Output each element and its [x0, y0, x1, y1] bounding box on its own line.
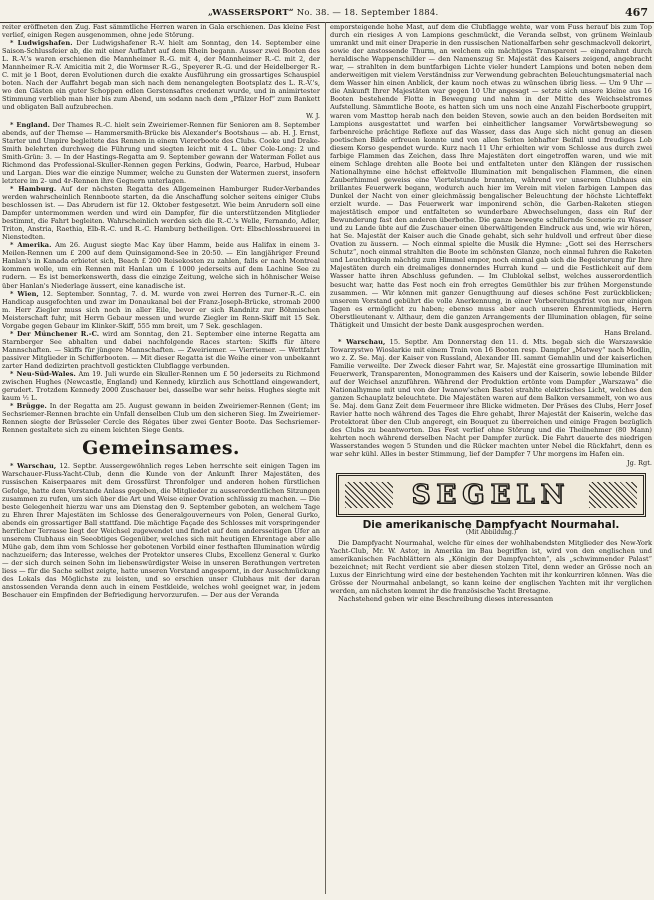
report-wien [2, 290, 320, 330]
header-masthead [208, 8, 438, 18]
article-subtitle: (Mit Abbildung.) [465, 528, 517, 536]
report-text: Der Thames R.-C. hielt sein Zweiriemer-Rennen für Senioren am 8. September abends, auf der Themse — Hammersmith-Brücke bis Alexander's Bootshaus — ab. H. J. Ernst, Starter und Umpire begleitete das Rennen in einem Viererboote des Clubs. Cooke und Drake-Smith belehrten durchweg die Führung und siegten leicht mit 4 L. über Cole-Long: 2 und Smith-Grün: 3. — In der Hastings-Regatta am 9. September gewann der Waterman Follet aus Richmond das Professional-Skuller-Rennen gegen Perkins, Godwin, Pearce, Harbud, Hubear und Largan. Dies war die einzige Nummer, welche zu Gunsten der Watermen zuerst, insofern letztere im 2- und 4r-Rennen ihre Gegnern unterlagen. [2, 120, 320, 185]
report-place: * England. [10, 120, 51, 129]
report-text: Auf der nächsten Regatta des Allgemeinen Hamburger Ruder-Verbandes werden wahrscheinlich Rennboote starten, da die Anschaffung solcher seitens einiger Clubs beschlossen ist. — Das Abrudern ist für 12. Oktober festgesetzt. Wie beim Anrudern soll eine Dampfer untermommen werden und wird ein Dampfer, für die unterstützenden Mitglieder bestimmt, die Fahrt begleiten. Wahrscheinlich werden sich die R.-C.'s Welle, Fernando, Adler, Triton, Anstria, Raethia, Elb-R.-C. und R.-C. Hamburg betheiligen. Ort: Elbschlossbrauerei in Nienstedten. [2, 184, 320, 242]
section-heading: Gemeinsames. [82, 437, 240, 460]
article-warschau [2, 462, 320, 599]
report-text: Der Ludwigshafener R.-V. hielt am Sonntag, den 14. September eine Saison-Schlussfeier ab, die mit einer Auffahrt auf dem Rhein begann. Ausser zwei Booten des L. R.-V.'s waren erschienen die Mannheimer R.-G. mit 4, der Mannheimer R.-C. mit 2, der Mannheimer R.-V. Amicitia mit 2, die Wormser R.-G., Speyerer R.-G. und der Heidelberger R.-C. mit je 1 Boot, deren Evolutionen durch die exakte Ausführung ein grossartiges Schauspiel boten. Nach der Auffahrt begab man sich nach dem nenangelegten Bootsplatz des L. R.-V.'s, wo den Gästen ein guter Schoppen edlen Gerstensaftes credenzt wurde, und in animirtester Stimmung verblieb man hier bis zum Abend, um sodann nach dem „Pfälzer Hof“ zum Bankett und obligaten Ball aufzubrechen. [2, 39, 320, 112]
article-body: Die Dampfyacht Nourmahal, welche für eines der wohlhabendsten Mitglieder des New-York Yacht-Club, Mr. W. Astor, in Amerika im Bau begriffen ist, wird von den englischen und amerikanischen Fachblättern als „Königin der Dampfyachten“, als „schwimmender Palast“ bezeichnet; mit Recht verdient sie aber diesen stolzen Titel, denn weder an Grösse noch an Luxus der Einrichtung wird eine der bestehenden Yachten mit ihr konkurriren können. Was die Grösse der Nourmahal anbelangt, so kann keine der englischen Yachten mit ihr verglichen werden, am nächsten kommt ihr die französische Yacht Bretagne. [330, 538, 652, 595]
report-warschau-2 [330, 338, 652, 459]
report-place: * Hamburg. [10, 184, 57, 193]
report-muenchen [2, 330, 320, 370]
report-ludwigshafen [2, 39, 320, 111]
report-place: * Neu-Süd-Wales. [10, 370, 76, 379]
continuation-paragraph: emporsteigende hohe Mast, auf dem die Clubflagge wehte, war vom Fuss herauf bis zum Top durch ein riesiges A von Lampions geschmückt, die Veranda selbst, von grünem Weinlaub umrankt und mit einer Draperie in den russischen Nationalfarben sehr geschmackvoll dekorirt, sowie der anstossende Thurm, an welchem ein mächtiges Transparent — eingerahmt durch heraldische Wappenschilder — den Namenszug Sr. Majestät des Kaisers zeigend, angebracht war, — strahlten in dem buntfarbigen Lichte vieler hundert Lampions und boten neben dem anderweitigen mit vielem Verständniss zur Verwendung gebrachten Beleuchtungsmaterial nach dem Wasser hin einen Anblick, der kaum noch etwas zu wünschen übrig liess. — Um 9 Uhr — die Ankunft Ihrer Majestäten war gegen 10 Uhr angesagt — setzte sich unsere kleine aus 16 Booten bestehende Flotte in Bewegung und nahm in der Mitte des Weichselstromes Aufstellung. Sämmtliche Boote, es hatten sich um uns noch eine Anzahl Fischerboote gruppirt, waren vom Masttop herab nach den beiden Steven, sowie auch an den beiden Bordseiten mit Lampions ausgestattet und warfen bei einheitlicher langsamer Vorwärtsbewegung so farbenreiche prächtige Reflexe auf das Wasser, dass das Auge sich nicht genug an diesen poetischen Bilde erfreuen konnte und von allen Seiten lebhafter Beifall und freudiges Lob diesem Korso gespendet wurde. Kurz nach 11 Uhr erhielten wir vom Schlosse aus durch zwei farbige Flammen das Zeichen, dass Ihre Majestäten dort eingetroffen waren, und wie mit einem Schlage drehten alle Boote bei und entfalteten unter den Klängen der russischen Nationalhymne eine höchst effektvolle Illumination mit bengalischen Flammen, die einen Zauberhimmel geweiss eine Viertelstunde brannten, während vor unserem Clubhaus ein brillantes Feuerwerk begann, wodurch auch hier im Verein mit vielen farbigen Lampen das Dunkel der Nacht von einer gleichmässig bengalischer Beleuchtung der höchste Lichteffekt erzielt wurde. — Das Feuerwerk war imponirend schön, die Garben-Raketen stiegen majestätisch empor und entfalteten so wunderbare Abwechselungen, dass ein Ruf der Bewunderung fast den anderen überbothe. Die ganze bewegte schillernde Scenerie zu Wasser und zu Lande übte auf die Zuschauer einen überwältigenden Eindruck aus und, wie wir hören, hat Se. Majestät der Kaiser auch die Gnade gehabt, sich sehr huldvoll und erfreut über diese Ovation zu äussern. — Noch einmal spielte die Musik die Hymne: „Gott sei des Herrschers Schutz“, noch einmal strahlten die Boote im schönsten Glanze, noch einmal fuhren die Raketen und Leuchtkugeln mächtig zum Himmel empor, noch einmal gab sich die Begeisterung für Ihre Majestäten durch ein dreimaliges donnerndes Hurrah kund — und die Festlichkeit auf dem Wasser hatte ihren Abschluss gefunden. — Im Clublokal selbst, welches ausserordentlich besucht war, hatte das Fest noch ein froh erregtes Gemüthler bis zur frühen Morgenstunde zusammen. — Wir können mit ganzer Genugthuung auf dieses schöne Fest zurückblicken; unserem Vorstand gebührt die volle Anerkennung, in einer Vorbereitungsfrist von nur einigen Tagen es ermöglicht zu haben; ebenso muss aber auch unseren Ehrenmitglieds, Herrn Oberstlieutenant v. Althaur, dem die ganzen Arrangements der Illumination oblagen, für seine Thätigkeit und Umsicht der beste Dank ausgesprochen werden. [330, 23, 652, 329]
report-text: Am 26. August siegte Mac Kay über Hamm, beide aus Halifax in einem 3-Meilen-Rennen um £ 200 auf dem Quinsigamond-See in 20:50. — Ein langjähriger Freund Hanlan's in Kanada erbietet sich, Beach £ 200 Reisekosten zu zahlen, falls er nach Montreal kommen wolle, um ein Rennen mit Hanlan um £ 1000 jederseits auf dem Lachine See zu rudern. — Es ist bemerkenswerth, dass die einzige Zeitung, welche sich in höhnischer Weise über Hanlan's Niederlage äussert, eine kanadische ist. [2, 241, 320, 290]
report-text: In der Regatta am 25. August gewann in beiden Zweiriemer-Rennen (Gent; im Sechsriemer-Rennen brachte ein Unfall denselben Club um den sicheren Sieg. Im Zweiriemer-Rennen siegte der Brüsseler Cercle des Régates über zwei Genter Boote. Das Sechsriemer-Rennen gestaltete sich zu einem leichten Siege Gents. [2, 402, 320, 435]
report-text: 12. September. Sonntag, 7. d. M. wurde von zwei Herren des Turner-R.-C. ein Handicap ausgefochten und zwar im Donaukanal bei der Franz-Joseph-Brücke, stromab 2000 m. Herr Ziegler muss sich noch in aller Eile, bevor er sich Randnitz zur Böhmischen Meisterschaft fuhr, mit Herrn Gebaur messen und wurde Ziegler im Renn-Skiff mit 15 Sek. Vorgabe gegen Gebaur im Klinker-Skiff, 555 mm breit, um 7 Sek. geschlagen. [2, 289, 320, 330]
signature: Hans Breland. [604, 328, 652, 337]
report-place: * Amerika. [10, 241, 52, 250]
page-number: 467 [625, 6, 648, 19]
report-neu-sued-wales [2, 370, 320, 402]
report-place: * Warschau, [338, 337, 386, 346]
report-amerika [2, 241, 320, 289]
article-body-next: Nachstehend geben wir eine Beschreibung dieses interessanten [338, 595, 554, 603]
report-text: 15. Septbr. Am Donnerstag den 11. d. Mts. begab sich die Warszawskie Towarzystwo Wioslarkie mit einem Train von 16 Booten resp. Dampfer „Matwey“ nach Modlin, wo z. Z. Se. Maj. der Kaiser von Russland, Alexander III. sammt Gemahlin und der kaiserlichen Familie verweilte. Der Zweck dieser Fahrt war, Sr. Majestät eine grossartige Illumination mit Feuerwerk, Transparenten, Monogrammen des Kaisers und der Kaiserin, sowie lebende Bilder auf der Weichsel anzuführen. Während der Produktion ertönte vom Dampfer „Warszawa“ die Nationalhymne mit und von der Iwanow'schen Bastei strahlte elektrisches Licht, welches den ganzen Schauplatz beleuchtete. Die Majestäten waren auf dem Balkon versammelt, von wo aus Se. Maj. dem Ganz Zeit dem Feuermeer ihre Blicke widmeten. Der Präses des Clubs, Herr Josef Ravier hatte noch während des Tages die Ehre gehabt, Ihrer Majestät der Kaiserin, welche das Protektorat über den Club angeregt, ein Bouquet zu überreichen und einige Fragen bezüglich des Clubs zu beantworten. Das Fest verlief ohne Störung und die Theilnehmer (80 Mann) kehrten noch während derselben Nacht per Dampfer zurück. Die Fahrt dauerte des niedrigen Wasserstandes wegen 5 Stunden und die Rücker machten unter Nebel die Rückfahrt, denn es war sehr kühl. Alles in bester Stimmung, lief der Dampfer 7 Uhr morgens im Hafen ein. [330, 337, 652, 459]
column-divider [325, 22, 326, 894]
right-column [330, 23, 652, 893]
signature: Jg. Rgt. [627, 458, 652, 467]
report-signature: W. J. [305, 111, 320, 120]
report-place: * Brügge. [10, 402, 47, 411]
left-column [2, 23, 320, 893]
intro-paragraph: reiter eröffneten den Zug. Fast sämmtliche Herren waren in Gala erschienen. Das kleine Fest verlief, einigen Regen ausgenommen, ohne jede Störung. [2, 23, 320, 40]
report-text: wird am Sonntag, den 21. September eine interne Regatta am Starnberger See abhalten und dabei nachfolgende Races starten: Skiffs für ältere Mannschaften. — Skiffs für jüngere Mannschaften. — Zweiriemer. — Vierriemer. — Wettfahrt passiver Mitglieder in Schifferbooten. — Mit dieser Regatta ist die Weihe einer von unbekannt zarter Hand dedizirten prachtvoll gestickten Clubflagge verbunden. [2, 329, 320, 370]
running-header [0, 6, 654, 22]
article-lead: * Warschau, [10, 462, 57, 471]
report-place: * Der Münchener R.-C. [10, 329, 100, 338]
journal-name: „WASSERSPORT“ [208, 8, 294, 18]
report-place: * Wien, [10, 289, 39, 298]
issue-info: No. 38. — 18. September 1884. [296, 8, 439, 18]
report-bruegge [2, 402, 320, 434]
report-england [2, 121, 320, 185]
report-text: Am 19. Juli wurde ein Skuller-Rennen um £ 50 jederseits zu Richmond zwischen Hughes (Newcastle, England) und Kennedy, kürzlich aus Schottland eingewandert, gerudert. Trotzdem Kennedy 2000 Zuschauer bei, dasselbe war sehr heiss. Hughes siegte mit kaum ½ L. [2, 370, 320, 403]
report-hamburg [2, 185, 320, 241]
section-banner-segeln [336, 473, 646, 517]
banner-text: SEGELN [411, 479, 571, 510]
report-place: * Ludwigshafen. [10, 39, 73, 48]
article-text: 12. Septbr. Aussergewöhnlich reges Leben herrschte seit einigen Tagen im Warschauer-Fluss-Yacht-Club, denn die Kunde von der Ankunft Ihrer Majestäten, des russischen Kaiserpaares mit dem Grossfürst Thronfolger und anderen hohen fürstlichen Gefolge, hatte dem Vorstande Anlass gegeben, die Mitglieder zu ausserordentlichen Sitzungen zusammen zu rufen, um sich über die Art und Weise einer Ovation schlüssig zu machen. — Die beste Gelegenheit hierzu war uns am Dienstag den 9. September geboten, an welchem Tage zu Ehren Ihrer Majestäten im Schlosse des Generalgouverneurs von Polen, General Gurko, abends ein grossartiger Ball stattfand. Die mächtige Façade des Schlosses mit vorspringender herrlicher Terrasse liegt der Weichsel zugewendet und findet auf dem andersseitigen Ufer an unserem Clubhaus ein Seeobtiges Gegenüber, welches sich mit heutigen Ehrentage aber alle Mühe gab, dem ihm vom Schlosse her gebotenen Vorbild einer festhaften Illumination würdig nachzueifern; das Interesse, welches der Protektor unseres Clubs, Excellenz General v. Gurko — der sich durch seinen Sohn im liebenswürdigster Weise in unseren Berathungen vertreten liess — für die Sache selbst zeigte, hatte unseren Vorstand angespornt, in der Ausschmückung des Lokals das Möglichste zu leisten, und so erschien unser Clubhaus mit der daran anstossenden Veranda denn auch in einem Festkleide, welches wohl geeignet war, in jedem Beschauer ein Empfinden der Befriedigung hervorzurufen. — Der aus der Veranda [2, 462, 320, 600]
article-title: Die amerikanische Dampfyacht Nourmahal. [362, 518, 620, 531]
